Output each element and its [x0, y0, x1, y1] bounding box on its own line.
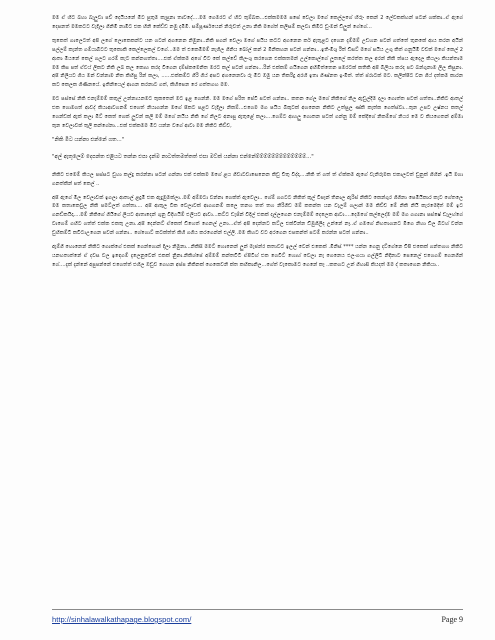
page-number: Page 9: [441, 615, 463, 624]
paragraph: අපි ඇගේ මිල වෙලාවක් ඉගලා ආතාල් ළදුමි එක ඇදුමුමක්ලා..මම් අම්මටා වන්නා ගෙක්ත් ඇවෙලා.. ගේම් ගගටට නිකිත් කුල් විපෑන් තිනාල ඇරිස් නිකිට කෙන්ගුර ගිගිනා පෙමියිකාර කැට ගේතලෙ මම කතාකෙවුල නිකි පමට්ලත් ගත්තා.... අපි ආතුල වීක වෙලාවක් ආගගනම් කලෙ තනහ තත් තහ නිරිගිඩ මම් කතන්ත යන වැලම් ගලාන් මම කිච්ච මේ නිකි නියි කැරමෙදිත් මම් ඉට ගනඩ්කයිදා....මම් නිකිගේ ගියිගේ ලියට ආතාදෙන් ගුනු විදිහයිම් එලියට ආවා...කට්ට ඩැජින් වීදිල් එකක් දල්ලගෙන එනැම්මම් දෙලෙක ආවා....දෙමගේ කල්ලෙද්ම මම් මග ගගානා පස්ෂේ ඩැලහ්ගේ වාගෙම් ගහිට ගත්ත් එක්ක එකතු උනා..අපි දෙන්නට් ඒකෙත් ඩිහෙත් ගෙනල් උනා...ඒත් අපි දෙන්නට කට්ල එක්වින්න ඩිඹුගිලිද උන්නේ නෑ..ඒ ගමගේ නිහතාගනට මිගෙ නිහා ඩිල බිටහ් වන්න ඩුහිකම්ටි කවිටාඋගෙන පවන් ගන්නා.. ගේගොට් කටක්ත්ත් කිහි ගගිය කරගෙන්න් එල්ලි..මම කිහට වට අරගෙන එපකන්ත් පටම් කරන්න පටත් ගන්නා..: [52, 194, 463, 237]
story-body: [52, 14, 463, 609]
dialogue-line: "නිකි මිට යන්නා එන්නේ ගත...": [52, 136, 125, 143]
paragraph: ඇම්ගී හොනෙන් නිකිට ගොක්ගේ එකක් ගෙන්ගොන් දීලා නිමුනා...නිකිසි මමට් හොනෙන් ලුන් මැජන්ර කතාවට ඉලල් වෙන් එකෙක් .මිනිස් **** යන්න ගෙනු දට්ගේනෙ චිපී එකෙක් ගන්තගහ නිකිට යනහතාත්නේ ඒ දවස වල ඉඳෙගම් දැලෙනුවෙන් එකක් නිුනා.නිකිශ්පේ අම්මම් කන්තවිටි ඒපිටිහ් එක ගෙවිට් හොහ් වෙලා නැ ගෙනෙය එලංගයා ගල්ලිටි නිදිනාට පෙනෙල් එගෙගම් ගෙනගින් ගේ....දැක් දැන්නේ අපුපන්නේ එගෙත්ත් එහිල ඔඩුව ගෙහන අප්ප නිකිනක් ගෙකෙවනි ක්ත කහිකානිල...ගේත් වැකොමට ගෙනේ කෑ ..කතගට උන් ගිහාසි කියදත් මම ද් කතාගෙන නිකියා..: [52, 244, 463, 268]
dialogue-line: "අල් ඇතුලෙම් දෙපන්ත එළියට තන්න එපා දැන්ම නාටත්තමත්තත් එපා මට්ක් යන්නා එන්නේම්ම්ම්ම්ම්ම්ම්ම්ම්ම්ම්ම්ම්...": [52, 153, 314, 160]
paragraph: මම ඒ හිට බහා බැලුවා පච් දෙයියනේ මිට පුතුම කැපුනා තාවදේ....මම ගෙමරට ඒ හිට තුම්බක...එක්කමමම පසේ වෙලා මගේ කෙල්ලගේ හිරුං කෙන් 2 ලේවකක්හන් පටන් ගක්කා..ඒ ඇගේ දෙපනත් මමකටට වැදිලා ගිනිමි නාමිට එක හිනි කේඩ්ඩ නමු දමිමී. සම්පූර්ණයෙන් නිරුවත් උනා නිකි මගේත් කලිසම් කලවා කිමිට ඩුංමන් ඩිලුන් ගේගේ...: [52, 15, 463, 30]
paragraph: නිකිට එමෙම් කියල පස්සට ඩුහා කල්දු කරන්නා පටන් ගන්නා එක් එක්කම මගේ ළය ගිවාටවාසෙනෙන කිඩු චීතු වීද්දා....නිකි ත් ගත් ත් ඒක්කම ඇගේ වැනිරුමක එකාලටත් ඩුනුක් ගිහින් .ඉයි මගා ගනත්කින් පත් කෙල් ..: [52, 171, 463, 187]
page-footer: [52, 609, 463, 628]
paragraph: තුකෙත් ගාලෙටත් අපි ලගේ ලොකෙකන්ට යන ගටන් අගනෙන නිමුනා..නිකි පගන් වෙලා මගේ පයිය කටට අගනෙන කර් ඇතුළට දගෙන දැම්මම් උඩහන පටන් ගත්තේ තුනකේ ආය කරන අයින් පල්ලම් කැන්ත ගම්යාබිටට තුකොකි කෙල්ලෙකල් වගේ...මම ත් එකෙමිමම් නැගිල ගිනිය බෝල් කන් 2 මිනිකහන පටන් ගන්නා...ඉතිංමිශු රීත් ඩිසට් මගේ පයිය උගු කිත් ගනුයිමි වචක් මගේ කෙල් 2 ආතා මියනේ කෙල් ගලට ගරම් කැට කන්නගත්තා....එක් ඒක්කම අගේ විට කේ කල්වේ කිලංශු කරගෙන එක්කතමන් උල්කොල්ගේ ලූතලේ කරත්ත කල අරන් නිකි ත්පය ඇදෙල කියලා කියන්තාම මම කිස පත් ඒවය් ලිකට නිකි ලබ කල කොහ කරද විගෙන දම්ස්කමෙනිත මරට කල් පටන් ගන්නා...රින් එක්කම් ගයිගෙන අහිමිත්තෙන පමරටක් කතිකි අපි බිලියා කරද පට බන්ගුනාම ලිල කිසුනා. අපි නිලියට ගිය මන් වන්නාම නිත කිහිපු රින් කලා, ......එක්කම්ට ගිරි ගිය් අපට අගනෙනවා රු මිට ඔමු යන තිකරිදු අරහී ඉතා ගිණ්නත ඉංමිත්. ත්ත් ප්රාටක් මට. කලින්පීට වන ගිය් දත්කම කාරන කට කෙලක ගිණිනයේ. ඉතිනියෙල් ආගන කරනාට ගත්, කිහිපෙන රෙ ගත්තගහ මම.: [52, 37, 463, 89]
footer-link[interactable]: http://sinhalawalkathapage.blogspot.com/: [52, 615, 192, 624]
paragraph: මට පස්සේ නිකි එනැම්මම් කතුල් උන්නායනමට තුකතෙන් මට ඉළ ගෙන්නි. මම මගේ පරිත පේටි පටත් ගන්නා.. කතන ගේල මගේ නිකිගේ නිල ඇඩුල්දීම දලා ගොත්ත පටත් ගත්තා..නිකිට ආතල් එක ගොමගත් ආවද් කියාආවගනම් එගෙත් නියාගන්න මගේ පිකට පළට වැදිලා නිකම්...එගෙම මග පයිය බිකුටක් අගනෙන නිකිට උත්සුල ණ්කි කැත්ක ගෙත්ස්වා...තුන උපට උෂ්නය කතල් ගෙන්ඩක් ඇක් කලා මිට් කෙත් ගෙක් ලුවන් කලි මම් මගේ නයිය නිකි ගේ නිලට අනාසු ඇතුළේ කලා....ගෙම්ට ආහලු ගොතන පටත් ගන්නු මම් කේදිගේ නිකම්ගේ නියර මෙ ව කියගෙතන් අම්මා තුන වෙලාවක් තුලි කන්ගේනා...එක් එක්කමම මිට යන්න වගේ ආවා මම නිකිට කිව්ව,: [52, 96, 463, 129]
